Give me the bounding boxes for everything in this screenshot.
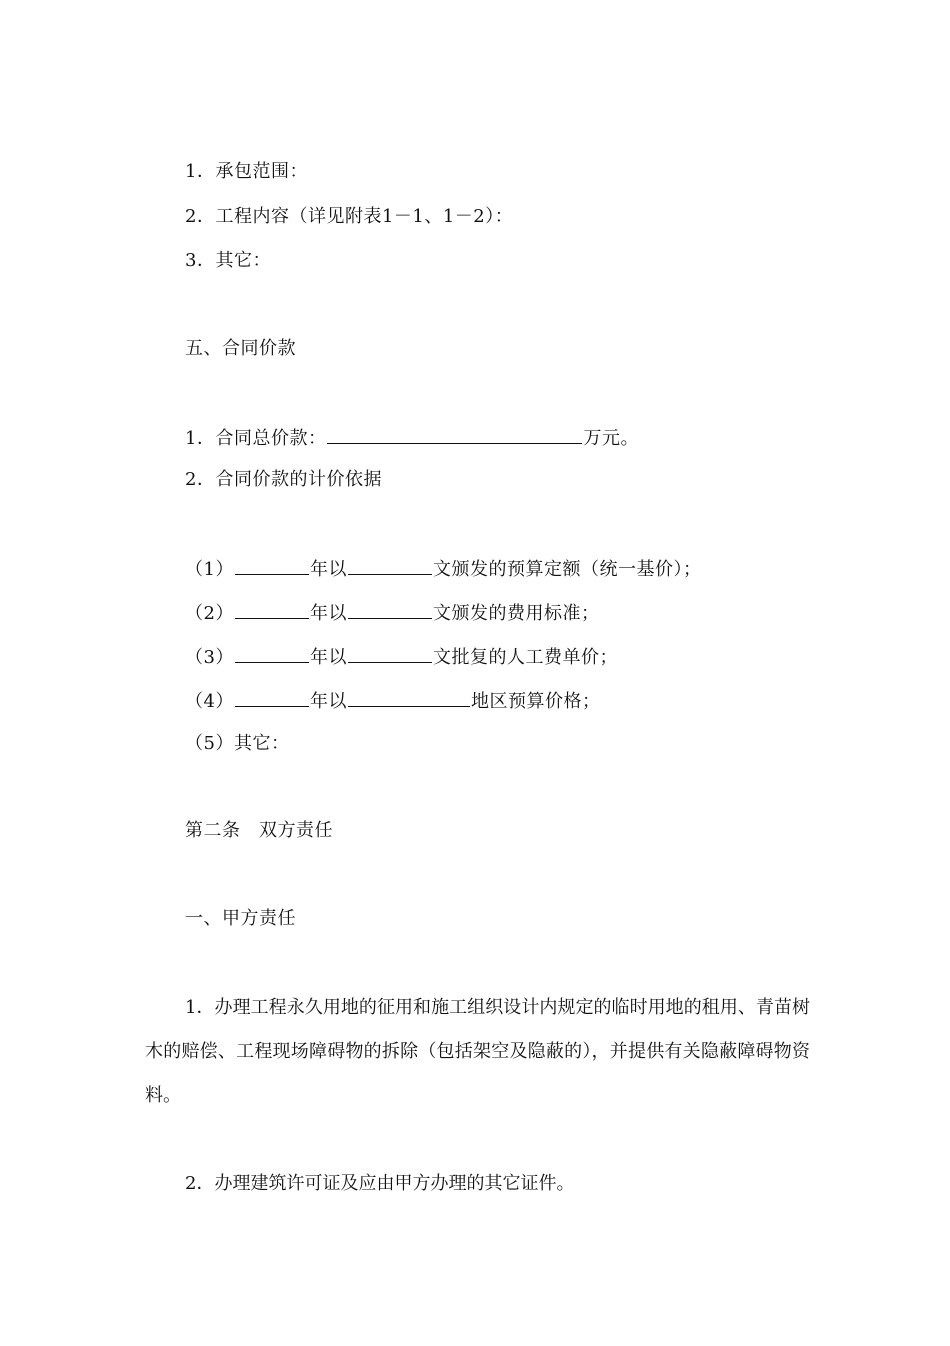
issuer-blank[interactable] <box>348 642 432 663</box>
year-blank[interactable] <box>235 642 309 663</box>
basis-tail: 文批复的人工费单价； <box>432 647 618 668</box>
duty-2-text: 2．办理建筑许可证及应由甲方办理的其它证件。 <box>185 1173 575 1194</box>
scope-item-2: 2．工程内容（详见附表1－1、1－2）： <box>185 206 514 227</box>
pricing-basis-heading: 2．合同价款的计价依据 <box>185 469 382 490</box>
duty-1-text: 1．办理工程永久用地的征用和施工组织设计内规定的临时用地的租用、青苗树木的赔偿、工程现场障碍物的拆除（包括架空及隐蔽的），并提供有关隐蔽障碍物资料。 <box>145 997 810 1106</box>
basis-number: （2） <box>185 603 234 624</box>
year-blank[interactable] <box>235 598 309 619</box>
issuer-blank[interactable] <box>348 554 432 575</box>
basis-number: （4） <box>185 691 234 712</box>
scope-item-1: 1．承包范围： <box>185 161 308 182</box>
basis-tail: 文颁发的预算定额（统一基价）； <box>432 559 702 580</box>
total-price-label: 1．合同总价款： <box>185 428 327 449</box>
basis-tail: 文颁发的费用标准； <box>432 603 600 624</box>
basis-mid: 年以 <box>309 647 347 668</box>
section-heading-price: 五、合同价款 <box>185 338 296 359</box>
party-a-duty-1 <box>145 986 810 1118</box>
basis-item <box>185 554 701 582</box>
basis-tail: 地区预算价格； <box>470 691 601 712</box>
year-blank[interactable] <box>235 686 309 707</box>
basis-item <box>185 730 289 758</box>
basis-item <box>185 598 599 626</box>
basis-number: （5） <box>185 733 234 754</box>
issuer-blank[interactable] <box>348 598 432 619</box>
party-a-duty-2 <box>145 1162 810 1206</box>
total-price-line <box>185 423 639 451</box>
total-price-unit: 万元。 <box>583 428 639 449</box>
basis-tail: 其它： <box>233 733 290 754</box>
party-a-heading: 一、甲方责任 <box>185 908 296 929</box>
basis-number: （1） <box>185 559 234 580</box>
basis-mid: 年以 <box>309 559 347 580</box>
year-blank[interactable] <box>235 554 309 575</box>
basis-mid: 年以 <box>309 603 347 624</box>
scope-item-3: 3．其它： <box>185 250 271 271</box>
region-blank[interactable] <box>348 686 470 707</box>
total-price-blank[interactable] <box>327 423 582 444</box>
basis-item <box>185 642 618 670</box>
basis-number: （3） <box>185 647 234 668</box>
basis-item <box>185 686 600 714</box>
basis-mid: 年以 <box>309 691 347 712</box>
article-heading: 第二条 双方责任 <box>185 820 333 841</box>
